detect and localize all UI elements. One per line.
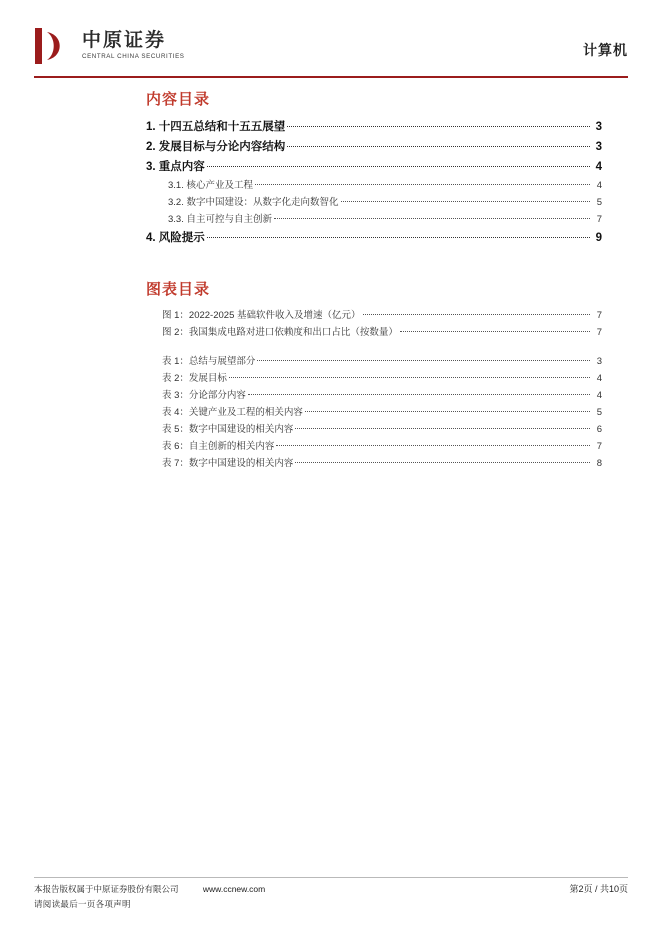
toc-leader-dots [255, 183, 590, 185]
page-header [34, 26, 628, 74]
toc-leader-dots [287, 145, 590, 147]
table-entry[interactable] [146, 404, 602, 421]
table-entry-label: 表 1：总结与展望部分 [162, 356, 256, 367]
table-entry-label: 表 2：发展目标 [162, 373, 227, 384]
toc-entry[interactable] [146, 117, 602, 137]
toc-entry-label: 1. 十四五总结和十五五展望 [146, 121, 286, 133]
table-entry-page: 6 [596, 424, 602, 435]
footer-left-block [34, 882, 265, 912]
toc-leader-dots [363, 313, 591, 315]
toc-leader-dots [207, 165, 590, 167]
table-of-contents [34, 117, 628, 248]
table-entry-page: 8 [596, 458, 602, 469]
table-entry-page: 4 [596, 373, 602, 384]
table-entry-label: 表 7：数字中国建设的相关内容 [162, 458, 294, 469]
table-entry[interactable] [146, 438, 602, 455]
logo-company-name-cn: 中原证券 [82, 30, 167, 52]
figure-list [34, 307, 628, 472]
footer-website-link[interactable]: www.ccnew.com [202, 884, 266, 894]
toc-entry-label: 3.1. 核心产业及工程 [168, 180, 253, 191]
table-entry-page: 7 [596, 441, 602, 452]
toc-heading: 内容目录 [146, 91, 211, 108]
table-entry[interactable] [146, 370, 602, 387]
toc-entry-label: 4. 风险提示 [146, 232, 205, 244]
figure-entry[interactable] [146, 324, 602, 341]
table-entry-label: 表 6：自主创新的相关内容 [162, 441, 275, 452]
toc-leader-dots [248, 393, 590, 395]
toc-entry[interactable] [146, 211, 602, 228]
toc-leader-dots [341, 200, 591, 202]
toc-entry-label: 3.2. 数字中国建设：从数字化走向数智化 [168, 197, 339, 208]
toc-leader-dots [305, 410, 590, 412]
toc-entry-page: 3 [595, 141, 602, 153]
toc-leader-dots [287, 125, 590, 127]
company-logo [34, 26, 185, 66]
toc-entry-page: 3 [595, 121, 602, 133]
page-content [34, 88, 628, 472]
page-footer [34, 882, 628, 918]
figure-entry-label: 图 2：我国集成电路对进口依赖度和出口占比（按数量） [162, 327, 398, 338]
table-entry-label: 表 3：分论部分内容 [162, 390, 246, 401]
figure-entry-page: 7 [596, 327, 602, 338]
figure-entry-label: 图 1：2022-2025 基础软件收入及增速（亿元） [162, 310, 361, 321]
table-entry-label: 表 5：数字中国建设的相关内容 [162, 424, 294, 435]
toc-entry-label: 2. 发展目标与分论内容结构 [146, 141, 286, 153]
footer-copyright: 本报告版权属于中原证券股份有限公司 [34, 884, 179, 894]
toc-entry[interactable] [146, 194, 602, 211]
toc-entry-page: 7 [596, 214, 602, 225]
footer-divider [34, 877, 628, 878]
toc-entry-page: 5 [596, 197, 602, 208]
footer-pagination: 第2页 / 共10页 [569, 884, 628, 894]
table-entry[interactable] [146, 387, 602, 404]
toc-entry[interactable] [146, 177, 602, 194]
header-industry-label: 计算机 [583, 42, 628, 58]
list-spacer [146, 341, 602, 353]
toc-entry[interactable] [146, 157, 602, 177]
table-entry-label: 表 4：关键产业及工程的相关内容 [162, 407, 303, 418]
toc-entry[interactable] [146, 137, 602, 157]
toc-leader-dots [207, 236, 590, 238]
toc-entry[interactable] [146, 228, 602, 248]
toc-leader-dots [295, 461, 590, 463]
table-entry[interactable] [146, 421, 602, 438]
header-divider [34, 76, 628, 78]
table-entry[interactable] [146, 353, 602, 370]
toc-leader-dots [400, 330, 590, 332]
toc-entry-page: 4 [596, 180, 602, 191]
toc-leader-dots [257, 359, 590, 361]
table-entry-page: 5 [596, 407, 602, 418]
logo-mark-icon [34, 26, 74, 66]
footer-notice: 请阅读最后一页各项声明 [34, 899, 131, 909]
figure-entry[interactable] [146, 307, 602, 324]
toc-entry-page: 9 [595, 232, 602, 244]
toc-leader-dots [229, 376, 590, 378]
toc-entry-page: 4 [595, 161, 602, 173]
figure-list-heading: 图表目录 [146, 281, 211, 298]
table-entry-page: 3 [596, 356, 602, 367]
logo-company-name-en: CENTRAL CHINA SECURITIES [82, 53, 185, 61]
toc-leader-dots [274, 217, 590, 219]
table-entry[interactable] [146, 455, 602, 472]
toc-entry-label: 3. 重点内容 [146, 161, 205, 173]
table-entry-page: 4 [596, 390, 602, 401]
toc-leader-dots [295, 427, 590, 429]
logo-text [82, 31, 185, 60]
toc-leader-dots [276, 444, 590, 446]
toc-entry-label: 3.3. 自主可控与自主创新 [168, 214, 272, 225]
figure-entry-page: 7 [596, 310, 602, 321]
